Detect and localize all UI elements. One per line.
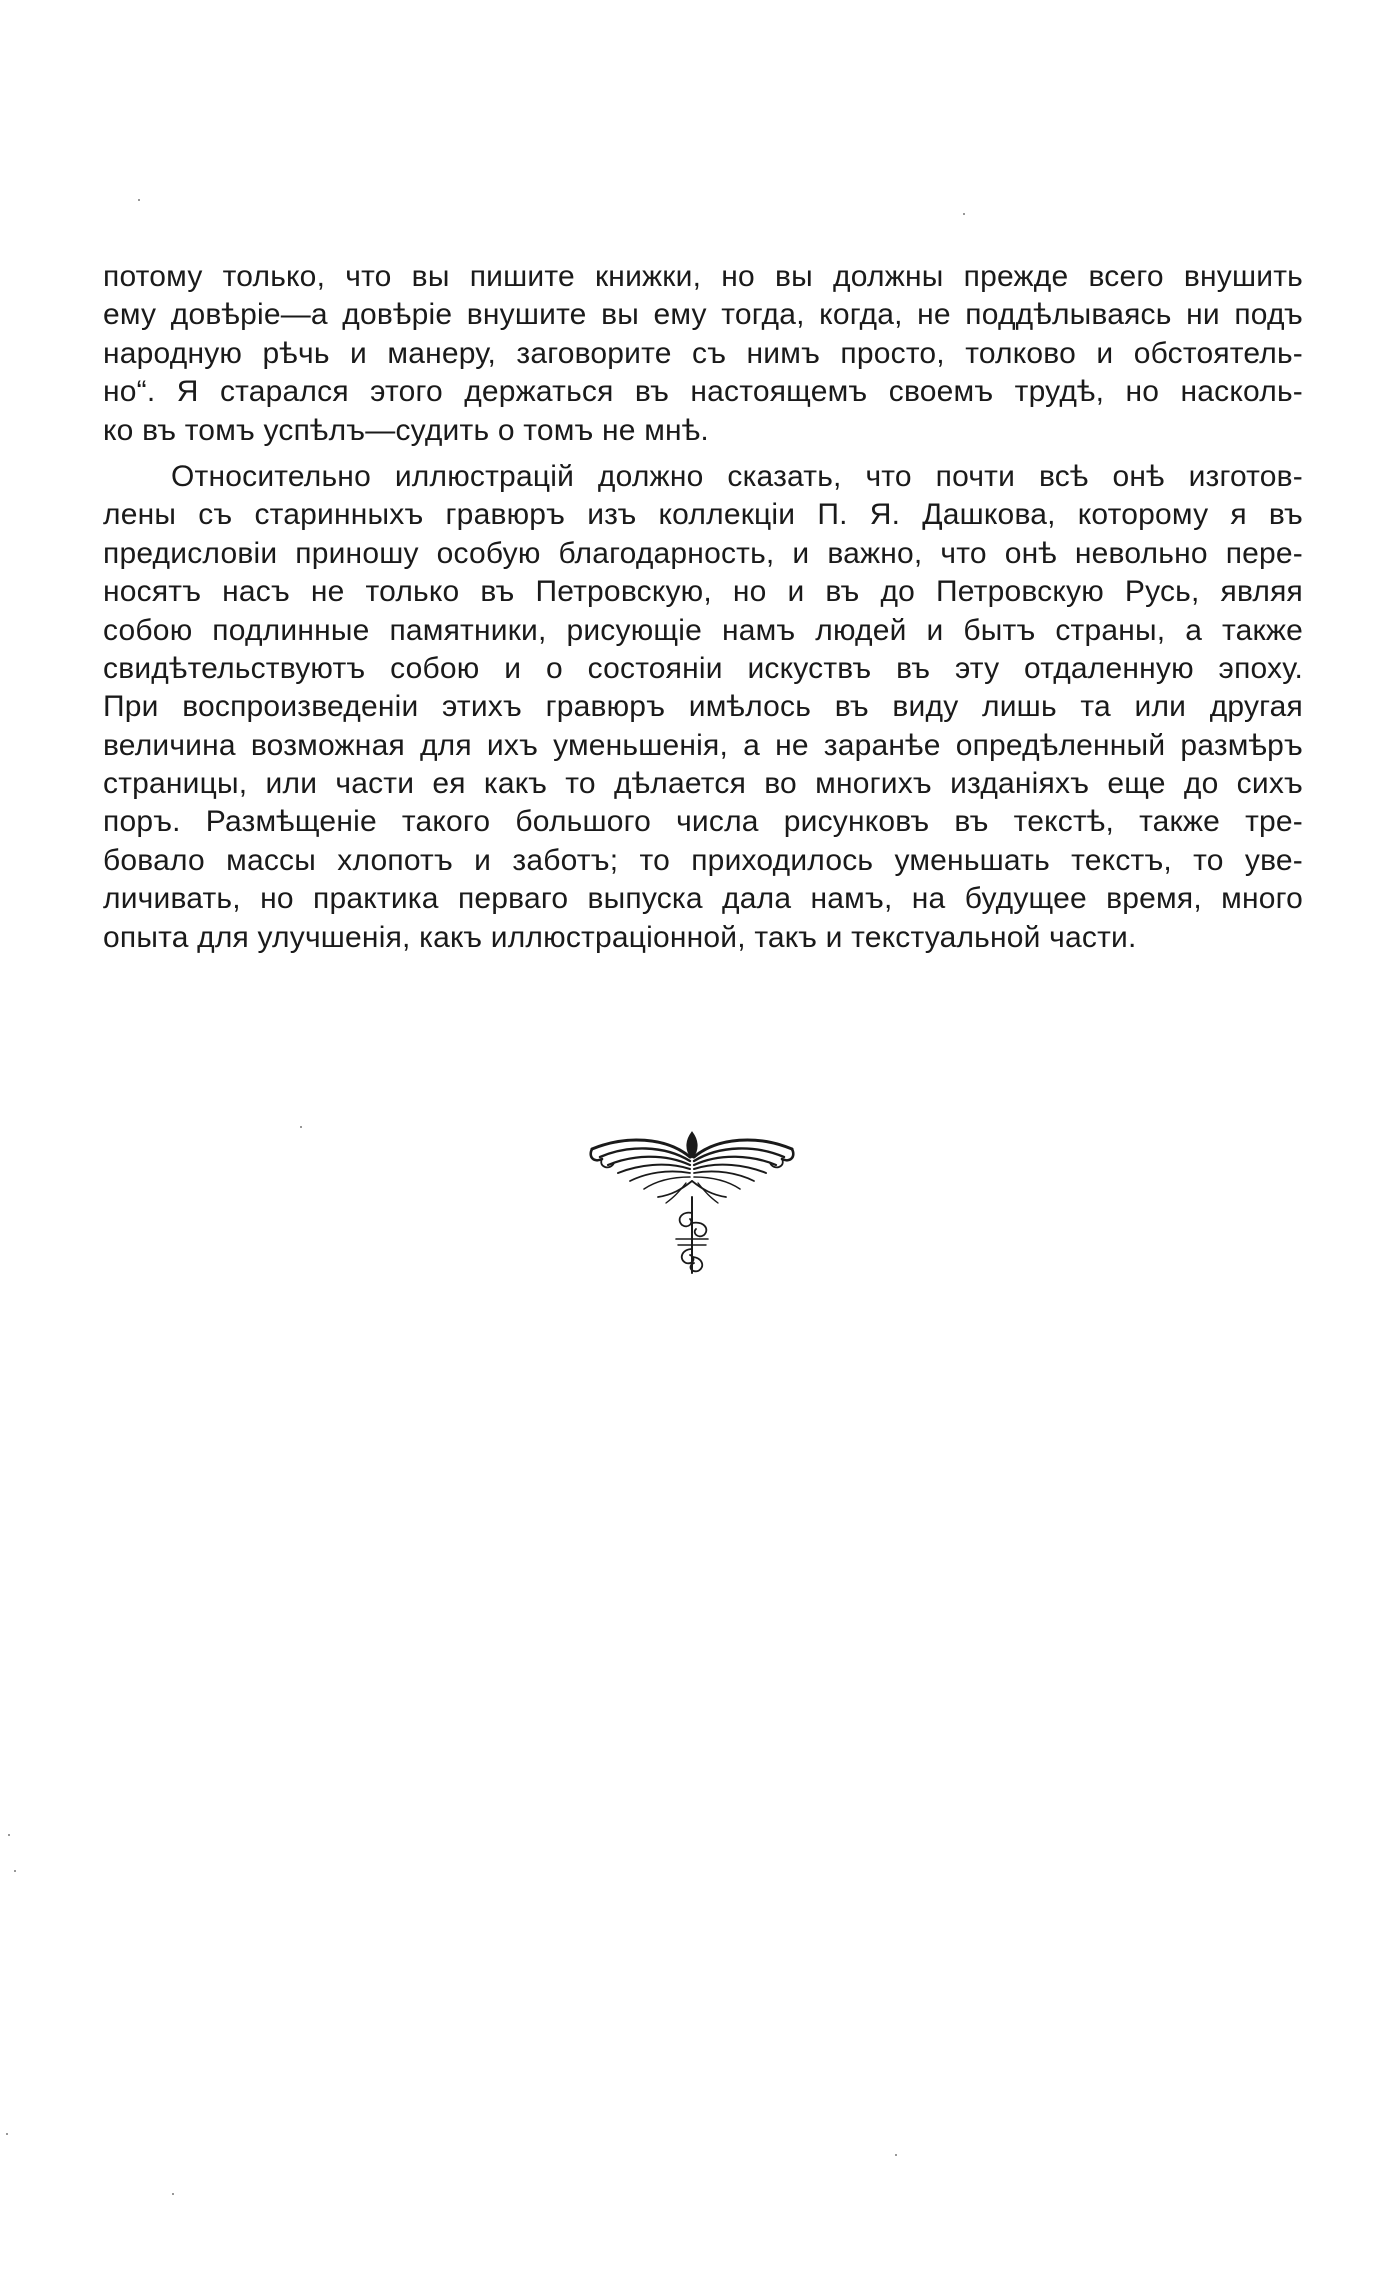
text-line: ко въ томъ успѣлъ—судить о томъ не мнѣ. bbox=[103, 413, 709, 447]
text-line: предисловіи приношу особую благодарность, и важно, что онѣ невольно пере- bbox=[103, 536, 1303, 570]
scan-speck bbox=[6, 2133, 8, 2135]
text-line: поръ. Размѣщеніе такого большого числа рисунковъ въ текстѣ, также тре- bbox=[103, 805, 1303, 839]
text-line: величина возможная для ихъ уменьшенія, а не заранѣе опредѣленный размѣръ bbox=[103, 728, 1303, 762]
scan-speck bbox=[138, 199, 140, 201]
paragraph-gap bbox=[103, 450, 1303, 458]
text-line: собою подлинные памятники, рисующіе намъ людей и бытъ страны, а также bbox=[103, 613, 1303, 647]
text-line: потому только, что вы пишите книжки, но вы должны прежде всего внушить bbox=[103, 260, 1303, 293]
text-line: Относительно иллюстрацій должно сказать, что почти всѣ онѣ изготов- bbox=[171, 459, 1303, 493]
floral-tailpiece-ornament-icon bbox=[586, 1127, 798, 1279]
scan-speck bbox=[8, 1834, 10, 1836]
text-line: но“. Я старался этого держаться въ настоящемъ своемъ трудѣ, но насколь- bbox=[103, 375, 1303, 409]
text-line: бовало массы хлопотъ и заботъ; то приходилось уменьшать текстъ, то уве- bbox=[103, 843, 1303, 877]
text-line: ему довѣріе—а довѣріе внушите вы ему тогда, когда, не поддѣлываясь ни подъ bbox=[103, 298, 1303, 332]
scan-speck bbox=[895, 2154, 897, 2156]
scan-speck bbox=[172, 2193, 174, 2195]
body-text bbox=[103, 258, 1303, 957]
text-line: свидѣтельствуютъ собою и о состояніи искуствъ въ эту отдаленную эпоху. bbox=[103, 651, 1303, 685]
text-line: страницы, или части ея какъ то дѣлается во многихъ изданіяхъ еще до сихъ bbox=[103, 767, 1303, 801]
text-line: личивать, но практика перваго выпуска дала намъ, на будущее время, много bbox=[103, 882, 1303, 916]
text-line: носятъ насъ не только въ Петровскую, но и въ до Петровскую Русь, являя bbox=[103, 575, 1303, 609]
text-line: опыта для улучшенія, какъ иллюстраціонной, такъ и текстуальной части. bbox=[103, 920, 1137, 954]
text-line: лены съ старинныхъ гравюръ изъ коллекціи П. Я. Дашкова, которому я въ bbox=[103, 498, 1303, 532]
text-line: народную рѣчь и манеру, заговорите съ нимъ просто, толково и обстоятель- bbox=[103, 336, 1303, 370]
scan-speck bbox=[963, 213, 965, 215]
scan-speck bbox=[14, 1870, 16, 1872]
scan-speck bbox=[300, 1126, 302, 1128]
text-line: При воспроизведеніи этихъ гравюръ имѣлось въ виду лишь та или другая bbox=[103, 690, 1303, 724]
